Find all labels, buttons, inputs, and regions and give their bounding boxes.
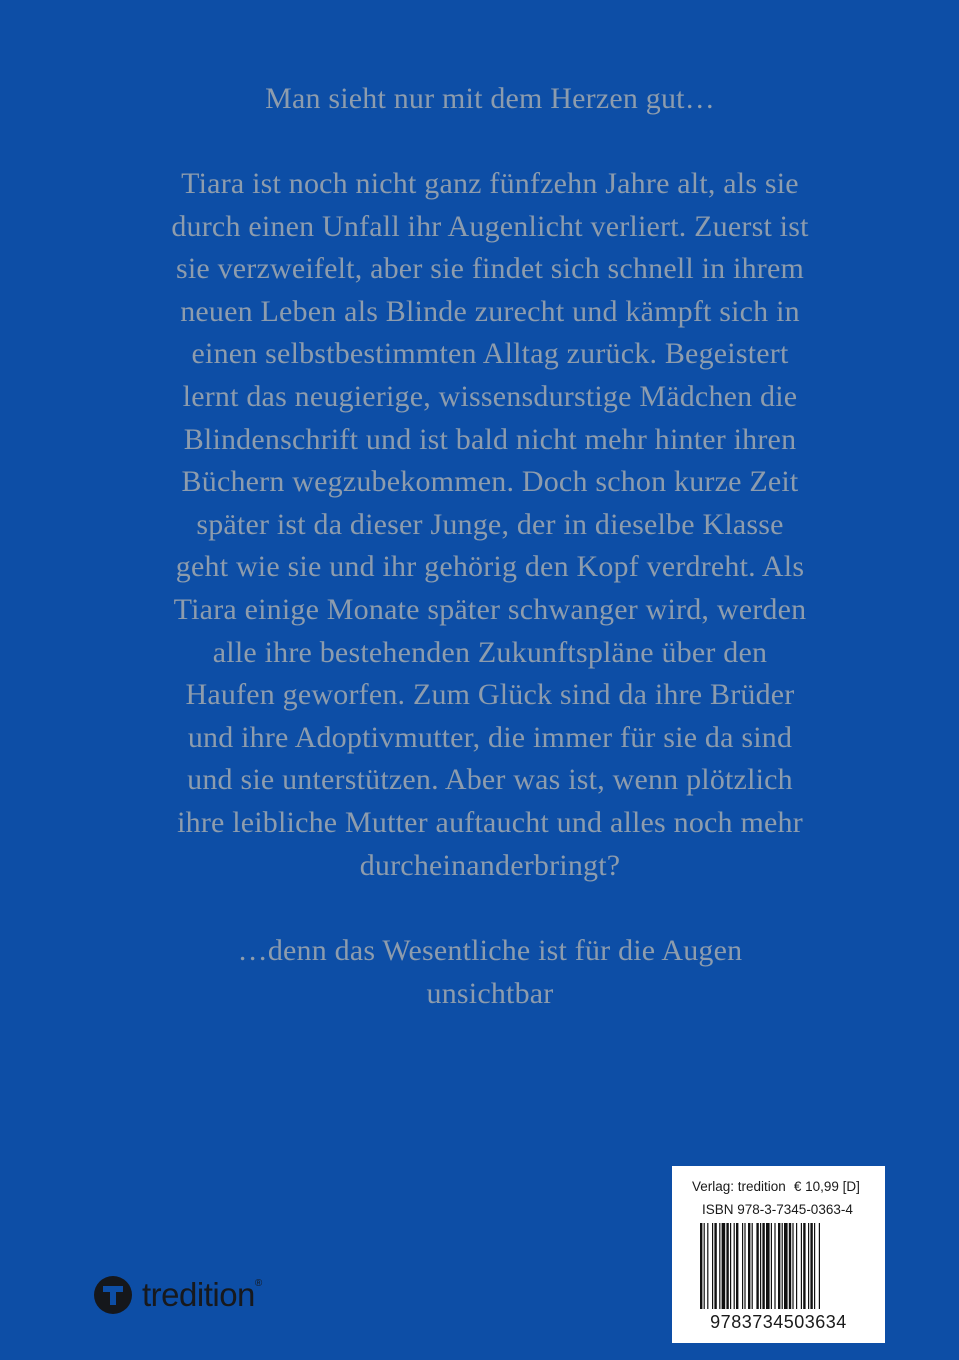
publisher-logo-text [142,1276,262,1314]
barcode-icon [700,1223,858,1309]
blurb-line: Tiara einige Monate später schwanger wird, werden [173,592,807,626]
blurb-line: lernt das neugierige, wissensdurstige Mädchen die [182,379,798,413]
blurb-line: durcheinanderbringt? [359,848,621,882]
closing-quote-line: unsichtbar [426,976,554,1010]
blurb-line: Blindenschrift und ist bald nicht mehr hinter ihren [183,422,797,456]
blurb-text [90,163,890,887]
publisher-label: Verlag: tredition [692,1179,786,1194]
blurb-line: Tiara ist noch nicht ganz fünfzehn Jahre alt, als sie [181,167,799,200]
tredition-t-icon [94,1276,132,1314]
isbn-price-box [672,1166,885,1343]
tagline: Man sieht nur mit dem Herzen gut… [265,82,715,115]
price-label: € 10,99 [D] [793,1179,860,1194]
blurb-line: und sie unterstützen. Aber was ist, wenn plötzlich [187,763,793,797]
blurb-line: ihre leibliche Mutter auftaucht und alles noch mehr [177,805,803,839]
blurb-line: Haufen geworfen. Zum Glück sind da ihre Brüder [185,678,795,712]
blurb-line: und ihre Adoptivmutter, die immer für sie da sind [187,720,793,754]
blurb-line: sie verzweifelt, aber sie findet sich schnell in ihrem [175,252,805,286]
blurb-line: Büchern wegzubekommen. Doch schon kurze Zeit [181,465,799,499]
closing-quote [90,930,890,1015]
publisher-name: tredition [142,1276,255,1313]
publisher-logo [94,1275,262,1315]
blurb-line: durch einen Unfall ihr Augenlicht verliert. Zuerst ist [171,209,809,243]
blurb-line: später ist da dieser Junge, der in dieselbe Klasse [196,507,784,541]
closing-quote-line: …denn das Wesentliche ist für die Augen [237,934,743,967]
blurb-line: geht wie sie und ihr gehörig den Kopf verdreht. Als [175,550,805,584]
isbn-label: ISBN 978-3-7345-0363-4 [702,1202,853,1217]
barcode-digits: 9783734503634 [710,1312,847,1332]
blurb-line: alle ihre bestehenden Zukunftspläne über den [212,635,768,669]
registered-mark: ® [254,1278,262,1289]
blurb-line: einen selbstbestimmten Alltag zurück. Begeistert [191,337,789,371]
publisher-price-line [692,1179,860,1194]
blurb-line: neuen Leben als Blinde zurecht und kämpft sich in [180,294,800,328]
